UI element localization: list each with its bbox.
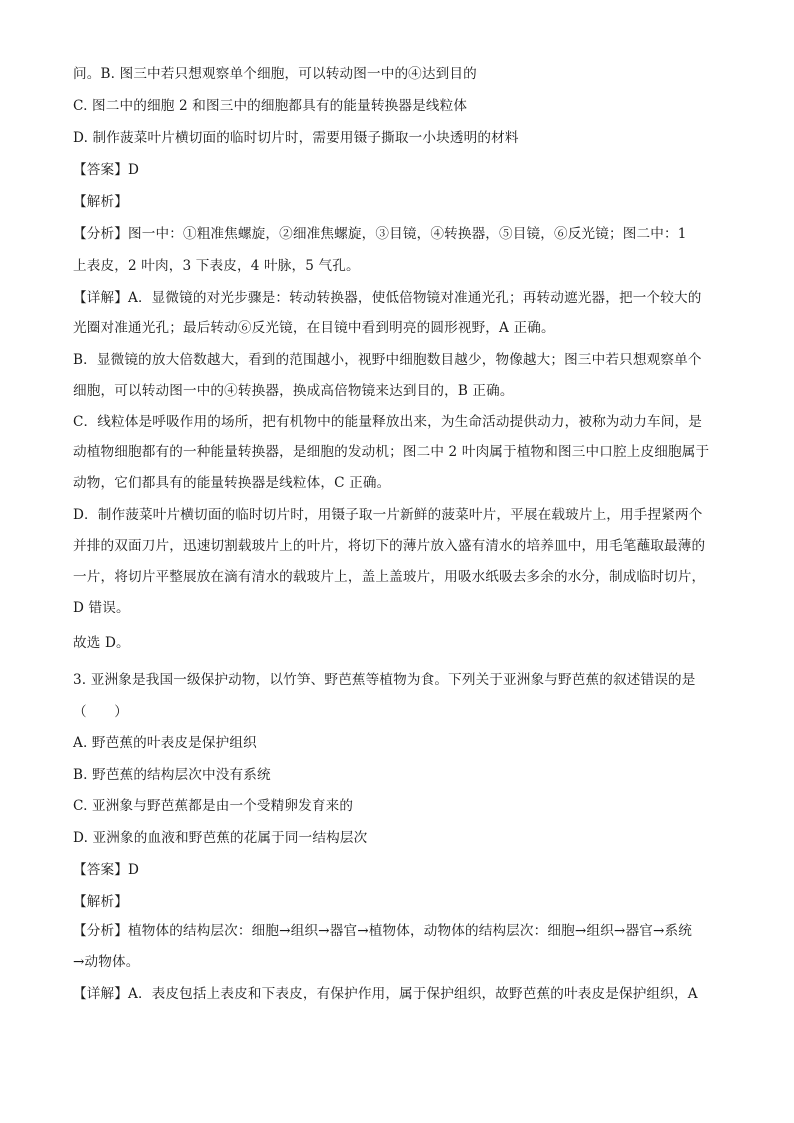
- question-stem: 3. 亚洲象是我国一级保护动物，以竹笋、野芭蕉等植物为食。下列关于亚洲象与野芭蕉的叙述错误的是: [73, 672, 696, 688]
- text-line: 故选 D。: [73, 635, 130, 651]
- option-b: B. 野芭蕉的结构层次中没有系统: [73, 767, 271, 783]
- analysis-label: 【解析】: [73, 894, 128, 910]
- text-line: 并排的双面刀片，迅速切割载玻片上的叶片，将切下的薄片放入盛有清水的培养皿中，用毛笔蘸取最薄的: [73, 538, 706, 554]
- text-line: B．显微镜的放大倍数越大，看到的范围越小，视野中细胞数目越少，物像越大；图三中若只想观察单个: [73, 352, 702, 368]
- text-line: 【分析】植物体的结构层次：细胞→组织→器官→植物体，动物体的结构层次：细胞→组织→器官→系统: [73, 923, 692, 939]
- text-line: 细胞，可以转动图一中的④转换器，换成高倍物镜来达到目的，B 正确。: [73, 383, 514, 399]
- text-line: 【详解】A．表皮包括上表皮和下表皮，有保护作用，属于保护组织，故野芭蕉的叶表皮是保护组织，A: [73, 986, 698, 1002]
- text-line: 【详解】A．显微镜的对光步骤是：转动转换器，使低倍物镜对准通光孔；再转动遮光器，把一个较大的: [73, 290, 702, 306]
- text-line: 光圈对准通光孔；最后转动⑥反光镜，在目镜中看到明亮的圆形视野，A 正确。: [73, 320, 555, 336]
- text-line: D．制作菠菜叶片横切面的临时切片时，用镊子取一片新鲜的菠菜叶片，平展在载玻片上，用手捏紧两个: [73, 507, 703, 523]
- question-bracket: （ ）: [73, 704, 128, 720]
- text-line: C．线粒体是呼吸作用的场所，把有机物中的能量释放出来，为生命活动提供动力，被称为动力车间，是: [73, 414, 703, 430]
- text-line: 动物，它们都具有的能量转换器是线粒体，C 正确。: [73, 475, 391, 491]
- answer-label: 【答案】D: [73, 162, 140, 178]
- text-line: C. 图二中的细胞 2 和图三中的细胞都具有的能量转换器是线粒体: [73, 98, 468, 114]
- text-line: 动植物细胞都有的一种能量转换器，是细胞的发动机；图二中 2 叶肉属于植物和图三中口腔上皮细胞属于: [73, 444, 710, 460]
- text-line: D 错误。: [73, 600, 130, 616]
- text-line: 一片，将切片平整展放在滴有清水的载玻片上，盖上盖玻片，用吸水纸吸去多余的水分，制成临时切片，: [73, 569, 706, 585]
- text-line: →动物体。: [73, 954, 140, 970]
- text-line: D. 制作菠菜叶片横切面的临时切片时，需要用镊子撕取一小块透明的材料: [73, 130, 519, 146]
- text-line: 问。B. 图三中若只想观察单个细胞，可以转动图一中的④达到目的: [73, 66, 477, 82]
- option-c: C. 亚洲象与野芭蕉都是由一个受精卵发育来的: [73, 798, 354, 814]
- option-a: A. 野芭蕉的叶表皮是保护组织: [73, 735, 257, 751]
- option-d: D. 亚洲象的血液和野芭蕉的花属于同一结构层次: [73, 830, 368, 846]
- text-line: 上表皮，2 叶肉，3 下表皮，4 叶脉，5 气孔。: [73, 258, 360, 274]
- analysis-label: 【解析】: [73, 194, 128, 210]
- text-line: 【分析】图一中：①粗准焦螺旋，②细准焦螺旋，③目镜，④转换器，⑤目镜，⑥反光镜；图二中：1: [73, 226, 687, 242]
- answer-label: 【答案】D: [73, 862, 140, 878]
